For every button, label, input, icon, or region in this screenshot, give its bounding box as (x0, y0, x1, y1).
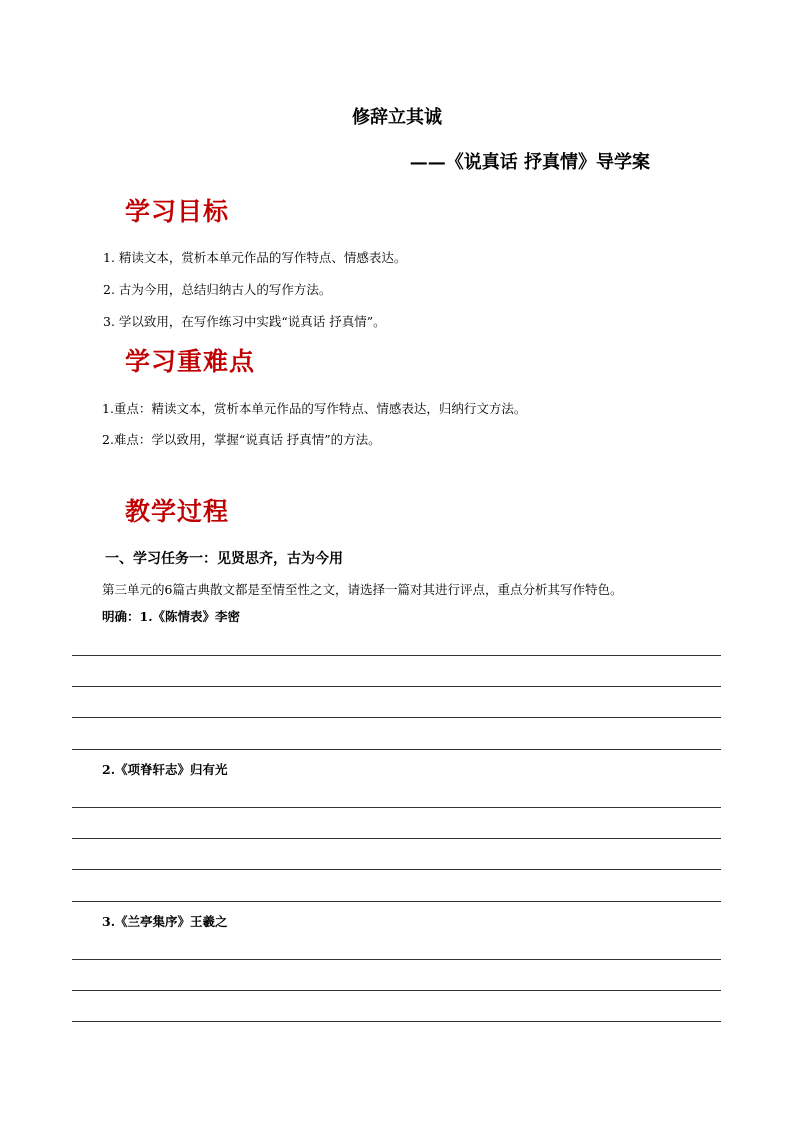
answer-line[interactable] (72, 749, 721, 750)
goal-item: 2. 古为今用，总结归纳古人的写作方法。 (103, 282, 332, 297)
work-item-lan-ting-ji-xu: 3.《兰亭集序》王羲之 (102, 914, 228, 929)
key-point-item: 2.难点：学以致用，掌握“说真话 抒真情”的方法。 (102, 432, 381, 447)
answer-line[interactable] (72, 686, 721, 687)
key-point-item: 1.重点：精读文本，赏析本单元作品的写作特点、情感表达，归纳行文方法。 (102, 401, 527, 416)
answer-line[interactable] (72, 990, 721, 991)
answer-line[interactable] (72, 1021, 721, 1022)
answer-line[interactable] (72, 869, 721, 870)
goal-item: 1. 精读文本，赏析本单元作品的写作特点、情感表达。 (103, 250, 407, 265)
heading-teaching-process: 教学过程 (125, 497, 230, 526)
answer-line[interactable] (72, 717, 721, 718)
answer-line[interactable] (72, 655, 721, 656)
heading-key-points: 学习重难点 (125, 347, 256, 376)
heading-learning-goals: 学习目标 (125, 197, 230, 226)
goal-item: 3. 学以致用，在写作练习中实践“说真话 抒真情”。 (103, 314, 386, 329)
answer-line[interactable] (72, 838, 721, 839)
task-1-title: 一、学习任务一：见贤思齐，古为今用 (105, 551, 343, 567)
answer-line[interactable] (72, 807, 721, 808)
answer-line[interactable] (72, 901, 721, 902)
work-item-chen-qing-biao: 明确：1.《陈情表》李密 (102, 609, 241, 624)
document-subtitle: ——《说真话 抒真情》导学案 (409, 152, 650, 173)
task-1-description: 第三单元的6篇古典散文都是至情至性之文，请选择一篇对其进行评点，重点分析其写作特色。 (102, 582, 623, 597)
work-item-xiang-ji-xuan-zhi: 2.《项脊轩志》归有光 (102, 762, 228, 777)
document-title: 修辞立其诚 (352, 107, 442, 128)
answer-line[interactable] (72, 959, 721, 960)
